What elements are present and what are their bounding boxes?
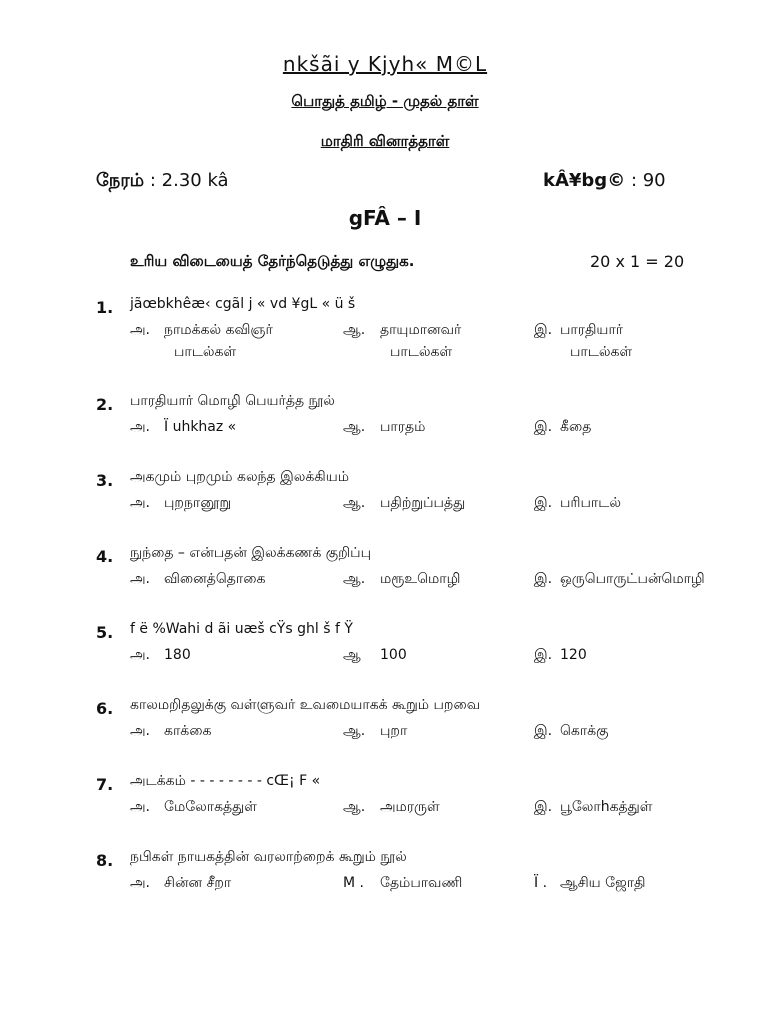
option-b-text: அமரருள் bbox=[380, 799, 440, 815]
option-a-label: அ. bbox=[130, 571, 151, 587]
option-c-text: பாரதியார் bbox=[560, 322, 624, 338]
option-c-label: இ. bbox=[534, 647, 553, 663]
option-b-label: ஆ. bbox=[343, 723, 366, 739]
option-b-label: ஆ. bbox=[343, 571, 366, 587]
option-a-text: புறநானூறு bbox=[164, 495, 232, 511]
question-number: 3. bbox=[96, 471, 114, 490]
option-a-text: சின்ன சீறா bbox=[164, 875, 232, 891]
option-a-label: அ. bbox=[130, 875, 151, 891]
option-a-label: அ. bbox=[130, 322, 151, 338]
option-c-text: 120 bbox=[560, 647, 587, 663]
section-instruction: உரிய விடையைத் தேர்ந்தெடுத்து எழுதுக. bbox=[130, 252, 415, 270]
option-b-text: தேம்பாவணி bbox=[380, 875, 463, 891]
question-text: அடக்கம் - - - - - - - - cŒ¡ F « bbox=[130, 773, 321, 789]
question-text: நுந்தை – என்பதன் இலக்கணக் குறிப்பு bbox=[130, 545, 372, 561]
time-value: : 2.30 kâ bbox=[149, 170, 229, 191]
option-b-label: ஆ. bbox=[343, 495, 366, 511]
option-a-label: அ. bbox=[130, 799, 151, 815]
question-text: பாரதியார் மொழி பெயர்த்த நூல் bbox=[130, 393, 335, 409]
option-a-text: மேலோகத்துள் bbox=[164, 799, 257, 815]
paper-subtitle: பொதுத் தமிழ் - முதல் தாள் bbox=[291, 92, 479, 110]
option-a-label: அ. bbox=[130, 419, 151, 435]
option-c-text: பூலோhகத்துள் bbox=[560, 799, 653, 815]
option-c-text: ஒருபொருட்பன்மொழி bbox=[560, 571, 705, 587]
option-b-text-line2: பாடல்கள் bbox=[390, 344, 453, 360]
option-c-text: கொக்கு bbox=[560, 723, 609, 739]
option-b-text: பதிற்றுப்பத்து bbox=[380, 495, 466, 511]
option-c-label: இ. bbox=[534, 419, 553, 435]
question-text: f ë %Wahi d ãi uæš cŸs ghl š f Ÿ bbox=[130, 621, 353, 637]
question-number: 6. bbox=[96, 699, 114, 718]
option-a-label: அ. bbox=[130, 495, 151, 511]
question-text: நபிகள் நாயகத்தின் வரலாற்றைக் கூறும் நூல் bbox=[130, 849, 407, 865]
time-label: நேரம் bbox=[96, 170, 145, 191]
option-a-label: அ. bbox=[130, 723, 151, 739]
question-number: 2. bbox=[96, 395, 114, 414]
option-b-text: மரூஉமொழி bbox=[380, 571, 461, 587]
option-c-label: இ. bbox=[534, 571, 553, 587]
section-title: gFÂ – I bbox=[348, 206, 422, 230]
marks-info bbox=[543, 170, 666, 191]
question-text: jãœbkhêæ‹ cgãl j « vd ¥gL « ü š bbox=[130, 296, 356, 312]
question-number: 5. bbox=[96, 623, 114, 642]
option-b-label: ஆ. bbox=[343, 799, 366, 815]
time-info bbox=[96, 170, 229, 193]
option-c-text-line2: பாடல்கள் bbox=[570, 344, 633, 360]
option-c-text: கீதை bbox=[560, 419, 592, 435]
marks-label: kÂ¥bg© bbox=[543, 170, 626, 191]
option-b-text: பாரதம் bbox=[380, 419, 426, 435]
paper-type: மாதிரி வினாத்தாள் bbox=[320, 132, 450, 150]
option-b-text: 100 bbox=[380, 647, 407, 663]
option-b-label: ஆ. bbox=[343, 322, 366, 338]
question-number: 8. bbox=[96, 851, 114, 870]
option-c-label: இ. bbox=[534, 799, 553, 815]
option-b-label: ஆ bbox=[343, 647, 361, 663]
section-marks: 20 x 1 = 20 bbox=[590, 252, 685, 271]
option-b-label: M . bbox=[343, 875, 364, 891]
option-a-text: Ï uhkhaz « bbox=[164, 419, 237, 435]
option-c-label: Ï . bbox=[534, 875, 548, 891]
option-a-text-line2: பாடல்கள் bbox=[174, 344, 237, 360]
option-b-text: தாயுமானவர் bbox=[380, 322, 462, 338]
option-c-label: இ. bbox=[534, 322, 553, 338]
option-b-label: ஆ. bbox=[343, 419, 366, 435]
option-a-text: 180 bbox=[164, 647, 191, 663]
option-a-text: நாமக்கல் கவிஞர் bbox=[164, 322, 273, 338]
exam-title: nkšãi y Kjyh« M©L bbox=[282, 52, 488, 76]
option-c-label: இ. bbox=[534, 723, 553, 739]
marks-value: : 90 bbox=[630, 170, 666, 191]
option-a-text: வினைத்தொகை bbox=[164, 571, 266, 587]
option-b-text: புறா bbox=[380, 723, 408, 739]
option-a-label: அ. bbox=[130, 647, 151, 663]
option-c-label: இ. bbox=[534, 495, 553, 511]
option-c-text: ஆசிய ஜோதி bbox=[560, 875, 646, 891]
question-text: காலமறிதலுக்கு வள்ளுவர் உவமையாகக் கூறும் பறவை bbox=[130, 697, 481, 713]
question-number: 7. bbox=[96, 775, 114, 794]
question-number: 4. bbox=[96, 547, 114, 566]
question-text: அகமும் புறமும் கலந்த இலக்கியம் bbox=[130, 469, 350, 485]
option-c-text: பரிபாடல் bbox=[560, 495, 621, 511]
option-a-text: காக்கை bbox=[164, 723, 212, 739]
question-number: 1. bbox=[96, 298, 114, 317]
